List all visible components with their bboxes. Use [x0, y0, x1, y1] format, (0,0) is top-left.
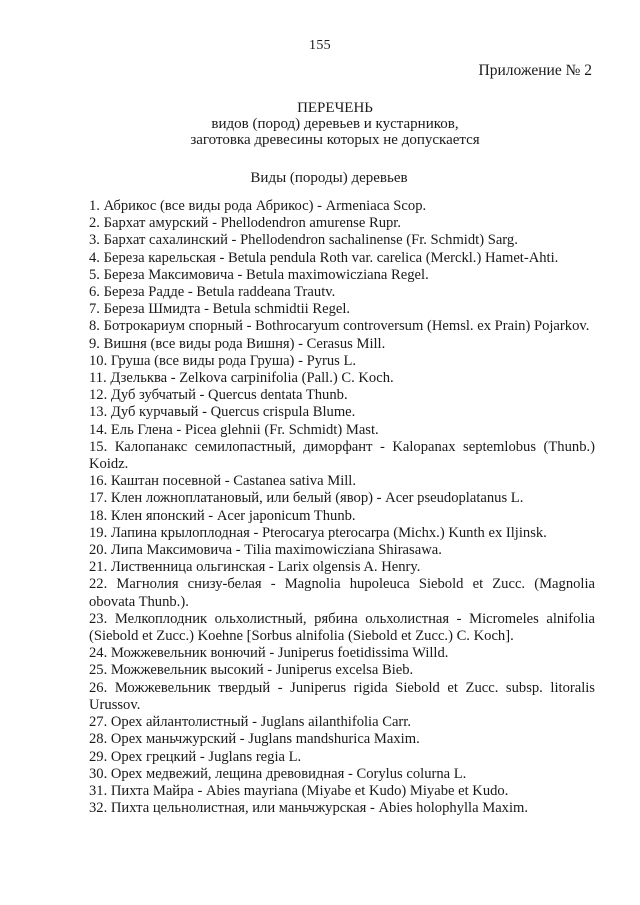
- title-line-2: видов (пород) деревьев и кустарников,: [211, 116, 459, 132]
- list-item: 23. Мелкоплодник ольхолистный, рябина ольхолистная - Micromeles alnifolia (Siebold et Zucc.) Koehne [Sorbus alnifolia (Siebold et Zucc.) C. Koch].: [89, 610, 595, 645]
- list-item: 14. Ель Глена - Picea glehnii (Fr. Schmidt) Mast.: [89, 421, 379, 438]
- list-item: 10. Груша (все виды рода Груша) - Pyrus L.: [89, 352, 357, 369]
- list-item: 11. Дзельква - Zelkova carpinifolia (Pall.) C. Koch.: [89, 370, 394, 387]
- appendix-label: Приложение № 2: [478, 62, 592, 79]
- list-item: 2. Бархат амурский - Phellodendron amurense Rupr.: [89, 215, 401, 232]
- list-item: 15. Калопанакс семилопастный, диморфант - Kalopanax septemlobus (Thunb.) Koidz.: [89, 438, 595, 473]
- list-item: 6. Береза Радде - Betula raddeana Trautv.: [89, 284, 336, 301]
- list-item: 27. Орех айлантолистный - Juglans ailanthifolia Carr.: [89, 714, 411, 731]
- list-item: 26. Можжевельник твердый - Juniperus rigida Siebold et Zucc. subsp. litoralis Urussov.: [89, 679, 595, 713]
- list-item: 9. Вишня (все виды рода Вишня) - Cerasus Mill.: [89, 335, 386, 352]
- list-item: 21. Лиственница ольгинская - Larix olgensis A. Henry.: [89, 559, 421, 576]
- list-item: 30. Орех медвежий, лещина древовидная - Corylus colurna L.: [89, 765, 467, 782]
- list-item: 25. Можжевельник высокий - Juniperus excelsa Bieb.: [89, 662, 414, 679]
- list-item: 18. Клен японский - Acer japonicum Thunb.: [89, 507, 356, 524]
- list-item: 19. Лапина крылоплодная - Pterocarya pterocarpa (Michx.) Kunth ex Iljinsk.: [89, 524, 547, 541]
- page-number: 155: [309, 38, 331, 53]
- list-item: 22. Магнолия снизу-белая - Magnolia hupoleuca Siebold et Zucc. (Magnolia obovata Thunb.).: [89, 576, 595, 610]
- list-item: 31. Пихта Майра - Abies mayriana (Miyabe et Kudo) Miyabe et Kudo.: [89, 782, 509, 799]
- section-heading: Виды (породы) деревьев: [250, 170, 408, 186]
- title-line-3: заготовка древесины которых не допускается: [190, 132, 480, 148]
- list-item: 8. Ботрокариум спорный - Bothrocaryum controversum (Hemsl. ex Prain) Pojarkov.: [89, 318, 590, 335]
- title-line-1: ПЕРЕЧЕНЬ: [297, 100, 373, 116]
- list-item: 17. Клен ложноплатановый, или белый (явор) - Acer pseudoplatanus L.: [89, 490, 524, 507]
- list-item: 29. Орех грецкий - Juglans regia L.: [89, 748, 302, 765]
- list-item: 13. Дуб курчавый - Quercus crispula Blume.: [89, 404, 356, 421]
- list-item: 24. Можжевельник вонючий - Juniperus foetidissima Willd.: [89, 645, 449, 662]
- list-item: 5. Береза Максимовича - Betula maximowicziana Regel.: [89, 266, 429, 283]
- document-title: [0, 100, 640, 148]
- list-item: 4. Береза карельская - Betula pendula Roth var. carelica (Merckl.) Hamet-Ahti.: [89, 249, 559, 266]
- list-item: 7. Береза Шмидта - Betula schmidtii Regel.: [89, 301, 351, 318]
- list-item: 28. Орех маньчжурский - Juglans mandshurica Maxim.: [89, 731, 420, 748]
- list-item: 16. Каштан посевной - Castanea sativa Mill.: [89, 473, 357, 490]
- list-item: 32. Пихта цельнолистная, или маньчжурская - Abies holophylla Maxim.: [89, 800, 529, 817]
- list-item: 1. Абрикос (все виды рода Абрикос) - Armeniaca Scop.: [89, 198, 427, 214]
- list-item: 3. Бархат сахалинский - Phellodendron sachalinense (Fr. Schmidt) Sarg.: [89, 232, 518, 249]
- list-item: 20. Липа Максимовича - Tilia maximowicziana Shirasawa.: [89, 542, 442, 559]
- species-list: [89, 198, 595, 817]
- list-item: 12. Дуб зубчатый - Quercus dentata Thunb.: [89, 387, 348, 404]
